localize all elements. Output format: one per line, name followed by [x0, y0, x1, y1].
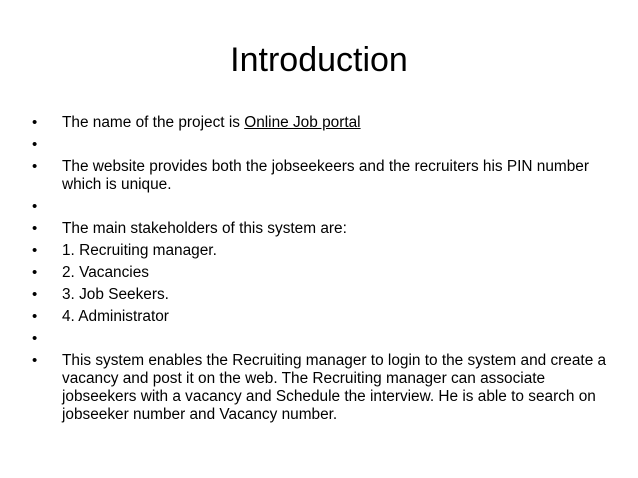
bullet-icon: • — [32, 330, 38, 347]
bullet-icon: • — [32, 158, 38, 175]
bullet-item-recruiting-manager — [32, 242, 612, 260]
bullet-icon: • — [32, 198, 38, 215]
bullet-item-vacancies — [32, 264, 612, 282]
project-name-link[interactable]: Online Job portal — [244, 114, 361, 131]
bullet-item-system-description — [32, 352, 612, 424]
bullet-icon: • — [32, 114, 38, 131]
bullet-text: This system enables the Recruiting manager to login to the system and create a vacancy and post it on the web. The Recruiting manager can associate jobseekers with a vacancy and Schedule the interview. He is able to search on jobseeker number and Vacancy number. — [62, 352, 607, 423]
slide-title: Introduction — [230, 41, 408, 79]
bullet-icon: • — [32, 286, 38, 303]
bullet-icon: • — [32, 242, 38, 259]
bullet-text: The main stakeholders of this system are: — [62, 220, 347, 237]
bullet-text: 4. Administrator — [62, 308, 169, 325]
bullet-text: 3. Job Seekers. — [62, 286, 169, 303]
bullet-text-prefix: The name of the project is — [62, 114, 245, 131]
bullet-item-project-name — [32, 114, 612, 132]
bullet-item-stakeholders — [32, 220, 612, 238]
bullet-text: 1. Recruiting manager. — [62, 242, 217, 259]
bullet-item-empty — [32, 198, 612, 216]
bullet-item-job-seekers — [32, 286, 612, 304]
bullet-icon: • — [32, 352, 38, 369]
bullet-icon: • — [32, 308, 38, 325]
bullet-item-pin — [32, 158, 612, 194]
bullet-text — [62, 114, 612, 132]
bullet-item-administrator — [32, 308, 612, 326]
bullet-text: 2. Vacancies — [62, 264, 149, 281]
bullet-item-empty — [32, 136, 612, 154]
bullet-text: The website provides both the jobseekeers and the recruiters his PIN number which is unique. — [62, 158, 589, 193]
bullet-icon: • — [32, 264, 38, 281]
bullet-item-empty — [32, 330, 612, 348]
bullet-list — [32, 114, 612, 428]
bullet-icon: • — [32, 220, 38, 237]
bullet-icon: • — [32, 136, 38, 153]
